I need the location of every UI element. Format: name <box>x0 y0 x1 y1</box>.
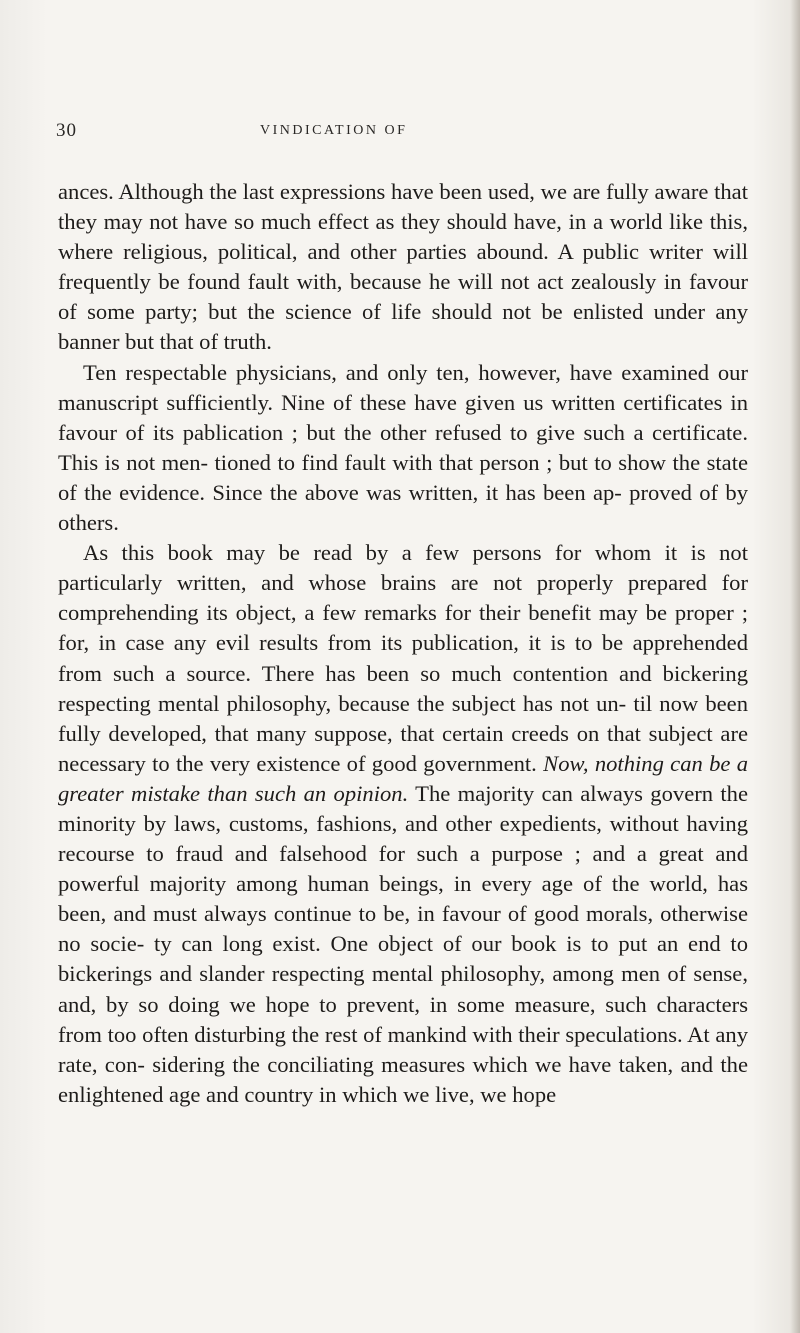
paragraph-text: The majority can always govern the minority by laws, customs, fashions, and other expedients, without having recourse to fraud and falsehood for such a purpose ; and a great and powerful majority among human beings, in every age of the world, has been, and must always continue to be, in favour of good morals, otherwise no socie- ty can long exist. One object of our book is to put an end to bickerings and slander respecting mental philosophy, among men of sense, and, by so doing we hope to prevent, in some measure, such characters from too often disturbing the rest of mankind with their speculations. At any rate, con- sidering the conciliating measures which we have taken, and the enlightened age and country in which we live, we hope <box>58 780 748 1107</box>
paragraph-text: Ten respectable physicians, and only ten, however, have examined our manuscript sufficiently. Nine of these have given us written certificates in favour of its pablication ; but the other refused to give such a certificate. This is not men- tioned to find fault with that person ; but to show the state of the evidence. Since the above was written, it has been ap- proved of by others. <box>58 359 748 536</box>
italic-emphasis: Now, nothing can be a greater mistake than such an opinion. <box>58 750 748 806</box>
paragraph-text: ances. Although the last expressions have been used, we are fully aware that they may not have so much effect as they should have, in a world like this, where religious, political, and other parties abound. A public writer will frequently be found fault with, because he will not act zealously in favour of some party; but the science of life should not be enlisted under any banner but that of truth. <box>58 179 748 355</box>
page-number: 30 <box>56 120 77 141</box>
running-title: VINDICATION OF <box>260 123 408 138</box>
body-text <box>58 177 748 1110</box>
paragraph <box>58 177 748 358</box>
paragraph <box>58 538 748 1110</box>
page-edge-shadow <box>790 0 800 1333</box>
running-head <box>0 120 800 150</box>
paragraph <box>58 358 748 539</box>
paragraph-text: As this book may be read by a few persons for whom it is not particularly written, and whose brains are not properly prepared for comprehending its object, a few remarks for their benefit may be proper ; for, in case any evil results from its publication, it is to be apprehended from such a source. There has been so much contention and bickering respecting mental philosophy, because the subject has not un- til now been fully developed, that many suppose, that certain creeds on that subject are necessary to the very existence of good government. <box>58 540 748 776</box>
